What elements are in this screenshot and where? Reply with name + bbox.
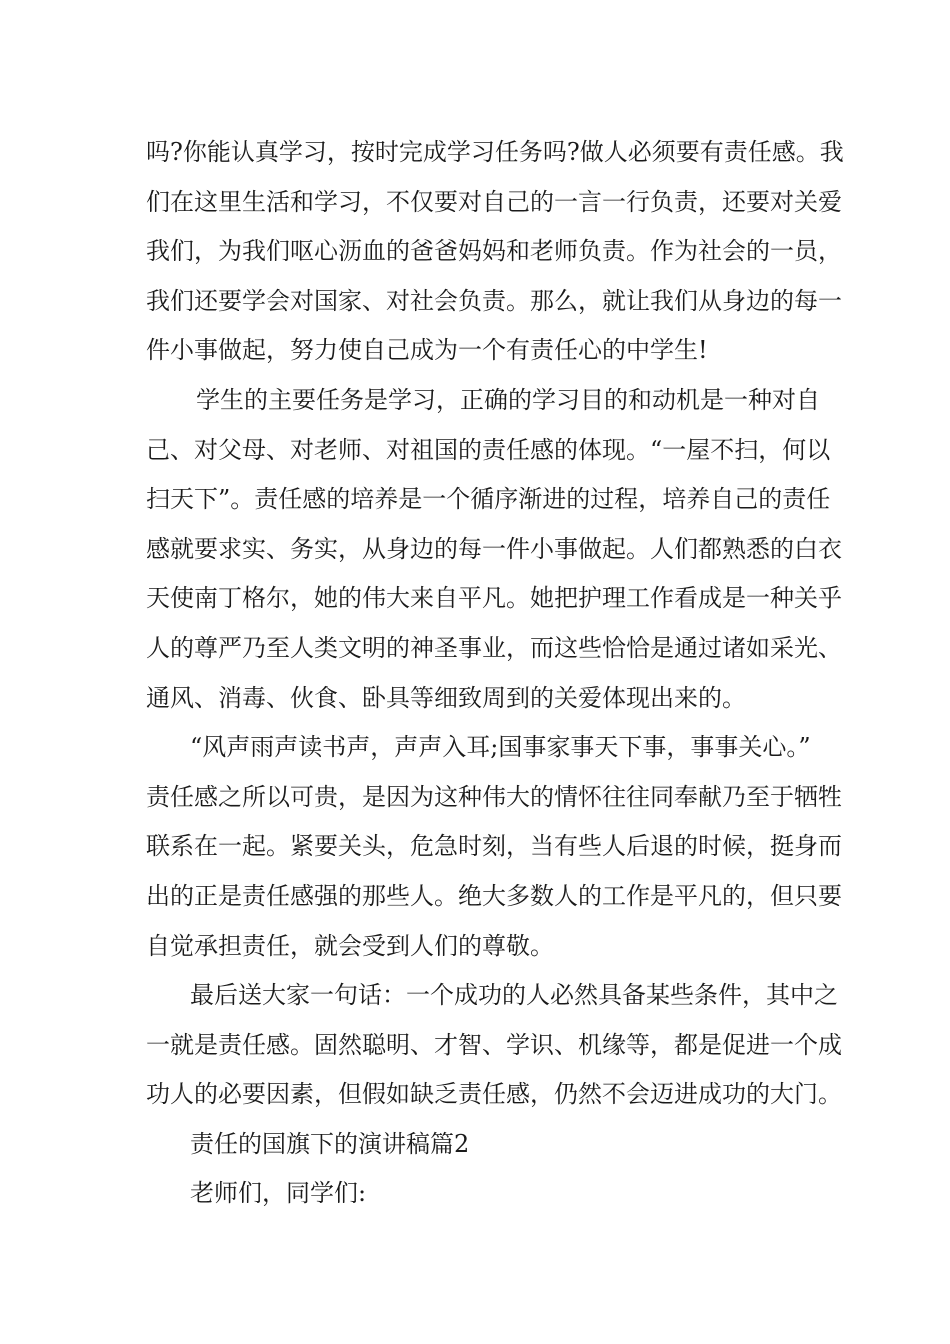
text-line: 吗?你能认真学习，按时完成学习任务吗?做人必须要有责任感。我 bbox=[146, 138, 844, 166]
paragraph-first-line: 学生的主要任务是学习，正确的学习目的和动机是一种对自 bbox=[196, 385, 820, 414]
text-line: 人的尊严乃至人类文明的神圣事业，而这些恰恰是通过诸如采光、 bbox=[146, 633, 842, 662]
text-line: 一就是责任感。固然聪明、才智、学识、机缘等，都是促进一个成 bbox=[146, 1030, 842, 1059]
document-body bbox=[146, 128, 844, 1219]
text-line: 感就要求实、务实，从身边的每一件小事做起。人们都熟悉的白衣 bbox=[146, 534, 842, 563]
section-heading: 责任的国旗下的演讲稿篇2 bbox=[190, 1129, 470, 1158]
text-line: 自觉承担责任，就会受到人们的尊敬。 bbox=[146, 931, 554, 960]
text-line: 出的正是责任感强的那些人。绝大多数人的工作是平凡的，但只要 bbox=[146, 881, 842, 910]
text-line: 责任感之所以可贵，是因为这种伟大的情怀往往同奉献乃至于牺牲 bbox=[146, 782, 842, 811]
text-line: 天使南丁格尔，她的伟大来自平凡。她把护理工作看成是一种关乎 bbox=[146, 584, 842, 613]
text-line: 扫天下”。责任感的培养是一个循序渐进的过程，培养自己的责任 bbox=[146, 485, 831, 514]
salutation: 老师们，同学们: bbox=[190, 1179, 367, 1208]
text-line: 们在这里生活和学习，不仅要对自己的一言一行负责，还要对关爱 bbox=[146, 187, 842, 216]
text-line: 联系在一起。紧要关头，危急时刻，当有些人后退的时候，挺身而 bbox=[146, 832, 842, 861]
text-line: 通风、消毒、伙食、卧具等细致周到的关爱体现出来的。 bbox=[146, 683, 746, 712]
paragraph-first-line: “风声雨声读书声，声声入耳;国事家事天下事，事事关心。” bbox=[190, 733, 811, 762]
text-line: 我们，为我们呕心沥血的爸爸妈妈和老师负责。作为社会的一员， bbox=[146, 237, 842, 266]
paragraph-first-line: 最后送大家一句话：一个成功的人必然具备某些条件，其中之 bbox=[190, 981, 838, 1010]
text-line: 功人的必要因素，但假如缺乏责任感，仍然不会迈进成功的大门。 bbox=[146, 1080, 842, 1109]
text-line: 我们还要学会对国家、对社会负责。那么，就让我们从身边的每一 bbox=[146, 286, 842, 315]
text-line: 件小事做起，努力使自己成为一个有责任心的中学生! bbox=[146, 336, 708, 365]
text-line: 己、对父母、对老师、对祖国的责任感的体现。“一屋不扫，何以 bbox=[146, 435, 831, 464]
